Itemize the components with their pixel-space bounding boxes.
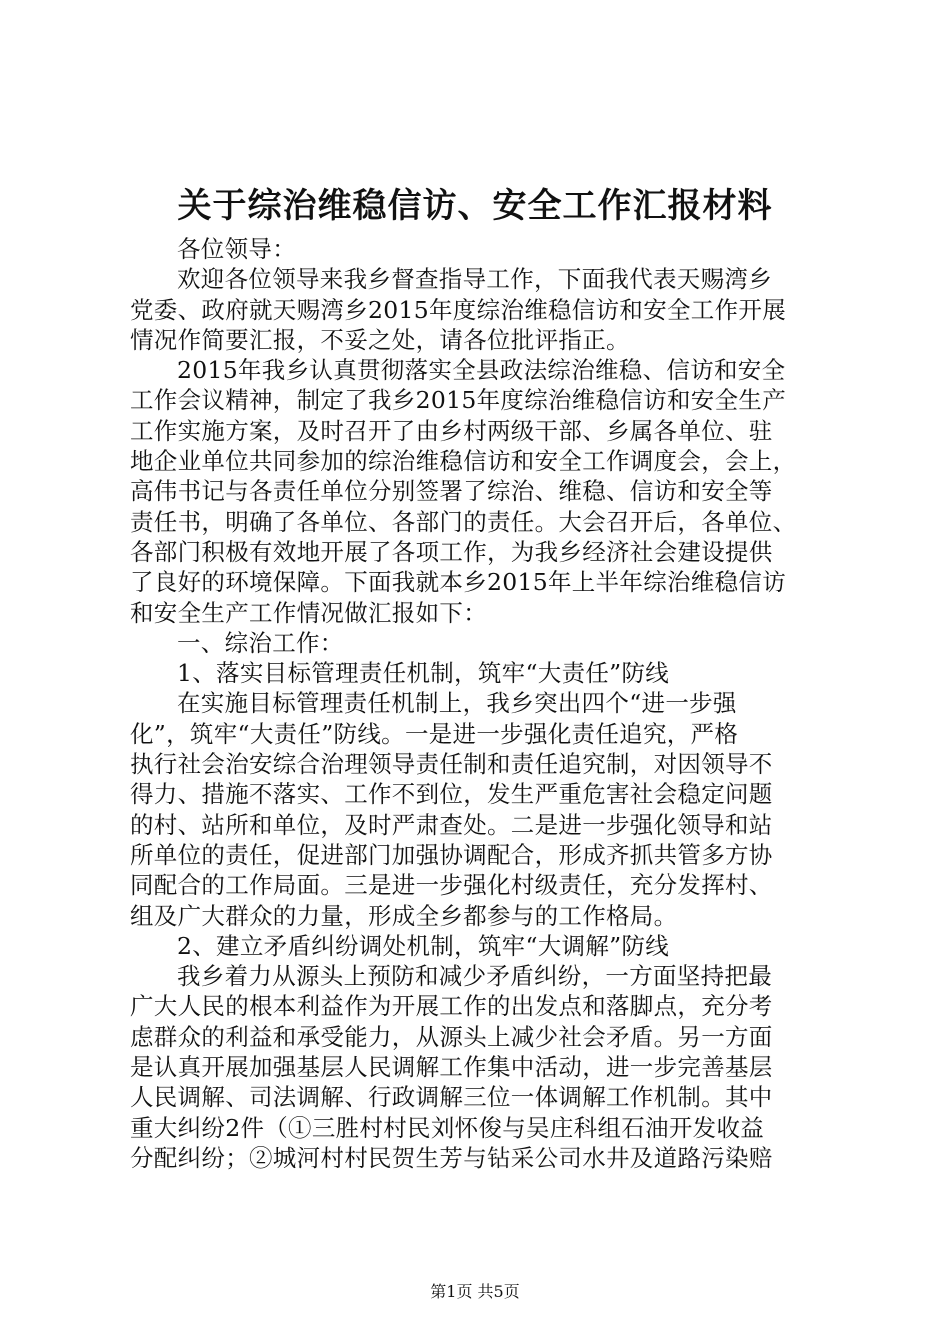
paragraph-line: 得力、措施不落实、工作不到位，发生严重危害社会稳定问题	[130, 780, 773, 809]
paragraph-line: 在实施目标管理责任机制上，我乡突出四个“进一步强	[177, 689, 737, 718]
paragraph-line: 人民调解、司法调解、行政调解三位一体调解工作机制。其中	[130, 1083, 773, 1112]
document-title: 关于综治维稳信访、安全工作汇报材料	[177, 186, 773, 226]
paragraph-line: 虑群众的利益和承受能力，从源头上减少社会矛盾。另一方面	[130, 1022, 773, 1051]
paragraph-line: 2、建立矛盾纠纷调处机制，筑牢“大调解”防线	[177, 931, 670, 960]
paragraph	[130, 961, 830, 1173]
paragraph	[130, 931, 830, 961]
paragraph-list	[130, 264, 830, 1173]
page-footer: 第1页 共5页	[430, 1282, 520, 1301]
paragraph-line: 各部门积极有效地开展了各项工作，为我乡经济社会建设提供	[130, 537, 773, 566]
paragraph	[130, 628, 830, 658]
paragraph-line: 欢迎各位领导来我乡督查指导工作，下面我代表天赐湾乡	[177, 265, 772, 294]
paragraph-line: 执行社会治安综合治理领导责任制和责任追究制，对因领导不	[130, 750, 773, 779]
paragraph-line: 工作会议精神，制定了我乡2015年度综治维稳信访和安全生产	[130, 386, 787, 415]
paragraph-line: 工作实施方案，及时召开了由乡村两级干部、乡属各单位、驻	[130, 416, 773, 445]
paragraph-line: 高伟书记与各责任单位分别签署了综治、维稳、信访和安全等	[130, 477, 773, 506]
paragraph-line: 2015年我乡认真贯彻落实全县政法综治维稳、信访和安全	[177, 356, 786, 385]
paragraph-line: 责任书，明确了各单位、各部门的责任。大会召开后，各单位、	[130, 507, 797, 536]
paragraph-line: 化”，筑牢“大责任”防线。一是进一步强化责任追究，严格	[130, 719, 739, 748]
paragraph-line: 和安全生产工作情况做汇报如下：	[130, 598, 487, 627]
document-body	[130, 234, 830, 1173]
paragraph	[130, 688, 830, 930]
greeting: 各位领导：	[177, 235, 296, 263]
paragraph-line: 同配合的工作局面。三是进一步强化村级责任，充分发挥村、	[130, 871, 773, 900]
paragraph-line: 我乡着力从源头上预防和减少矛盾纠纷，一方面坚持把最	[177, 962, 772, 991]
paragraph-line: 地企业单位共同参加的综治维稳信访和安全工作调度会，会上，	[130, 447, 797, 476]
paragraph-line: 是认真开展加强基层人民调解工作集中活动，进一步完善基层	[130, 1053, 773, 1082]
paragraph-line: 所单位的责任，促进部门加强协调配合，形成齐抓共管多方协	[130, 840, 773, 869]
paragraph-line: 广大人民的根本利益作为开展工作的出发点和落脚点，充分考	[130, 992, 773, 1021]
paragraph-line: 情况作简要汇报，不妥之处，请各位批评指正。	[130, 325, 630, 354]
paragraph-line: 党委、政府就天赐湾乡2015年度综治维稳信访和安全工作开展	[130, 295, 787, 324]
paragraph-line: 一、综治工作：	[177, 628, 344, 657]
paragraph	[130, 355, 830, 628]
paragraph-line: 的村、站所和单位，及时严肃查处。二是进一步强化领导和站	[130, 810, 773, 839]
paragraph-line: 分配纠纷；②城河村村民贺生芳与钻采公司水井及道路污染赔	[130, 1143, 773, 1172]
paragraph-line: 1、落实目标管理责任机制，筑牢“大责任”防线	[177, 659, 670, 688]
paragraph-line: 重大纠纷2件（①三胜村村民刘怀俊与吴庄科组石油开发收益	[130, 1113, 765, 1142]
paragraph-line: 了良好的环境保障。下面我就本乡2015年上半年综治维稳信访	[130, 568, 787, 597]
paragraph	[130, 658, 830, 688]
paragraph-line: 组及广大群众的力量，形成全乡都参与的工作格局。	[130, 901, 678, 930]
paragraph	[130, 264, 830, 355]
